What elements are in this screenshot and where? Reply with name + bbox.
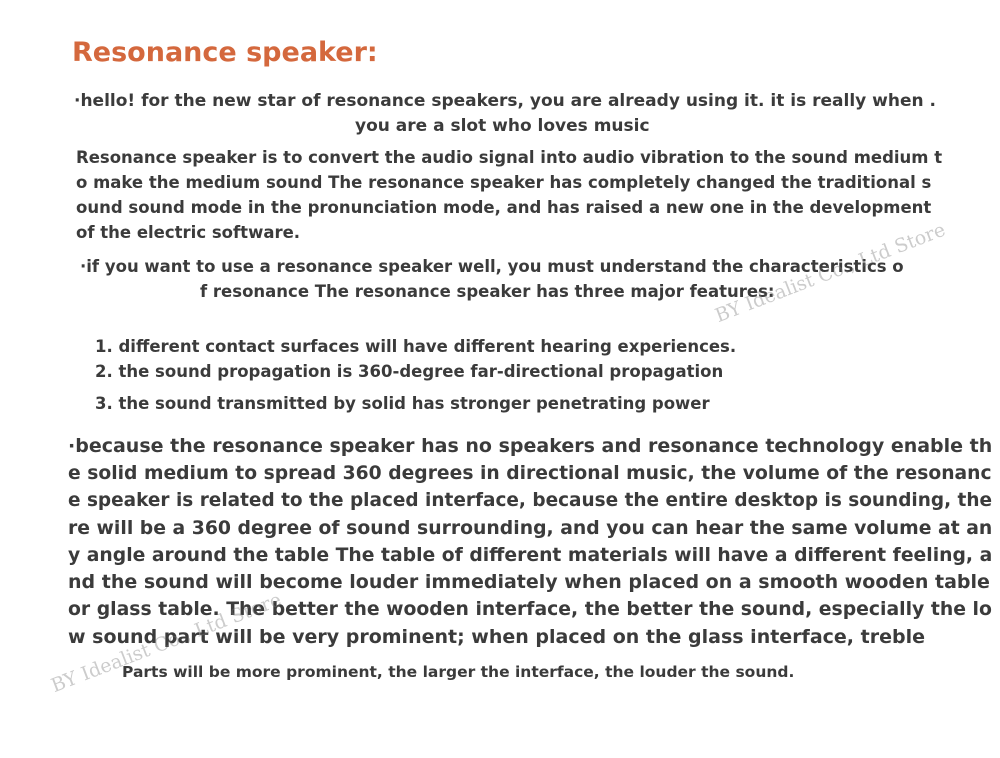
feature-item-2: 2. the sound propagation is 360-degree far-directional propagation (95, 362, 724, 381)
document-title: Resonance speaker: (72, 37, 378, 68)
para3-line-2: e solid medium to spread 360 degrees in directional music, the volume of the resonanc (68, 462, 992, 484)
para3-line-5: y angle around the table The table of different materials will have a different feeling, a (68, 544, 993, 566)
store-watermark-bottom: BY Idealist Co., Ltd Store (48, 588, 285, 697)
feature-item-1: 1. different contact surfaces will have different hearing experiences. (95, 337, 737, 356)
para3-line-9: Parts will be more prominent, the larger the interface, the louder the sound. (122, 663, 795, 681)
intro-line-2: you are a slot who loves music (355, 116, 650, 136)
para3-line-8: w sound part will be very prominent; when placed on the glass interface, treble (68, 626, 925, 648)
feature-item-3: 3. the sound transmitted by solid has stronger penetrating power (95, 394, 710, 413)
store-watermark-top: BY Idealist Co., Ltd Store (712, 218, 949, 327)
para1-line-1: Resonance speaker is to convert the audio signal into audio vibration to the sound medium t (76, 148, 943, 167)
para2-line-1: ·if you want to use a resonance speaker well, you must understand the characteristics o (80, 257, 904, 276)
para1-line-4: of the electric software. (76, 223, 301, 242)
para3-line-7: or glass table. The better the wooden interface, the better the sound, especially the lo (68, 598, 992, 620)
para1-line-3: ound sound mode in the pronunciation mode, and has raised a new one in the development (76, 198, 932, 217)
intro-line-1: ·hello! for the new star of resonance speakers, you are already using it. it is really when . (74, 91, 936, 111)
para3-line-3: e speaker is related to the placed interface, because the entire desktop is sounding, the (68, 489, 993, 511)
para3-line-6: nd the sound will become louder immediately when placed on a smooth wooden table (68, 571, 990, 593)
para2-line-2: f resonance The resonance speaker has three major features: (200, 282, 775, 301)
para1-line-2: o make the medium sound The resonance speaker has completely changed the traditional s (76, 173, 932, 192)
para3-line-1: ·because the resonance speaker has no speakers and resonance technology enable th (68, 435, 993, 457)
para3-line-4: re will be a 360 degree of sound surrounding, and you can hear the same volume at an (68, 517, 993, 539)
